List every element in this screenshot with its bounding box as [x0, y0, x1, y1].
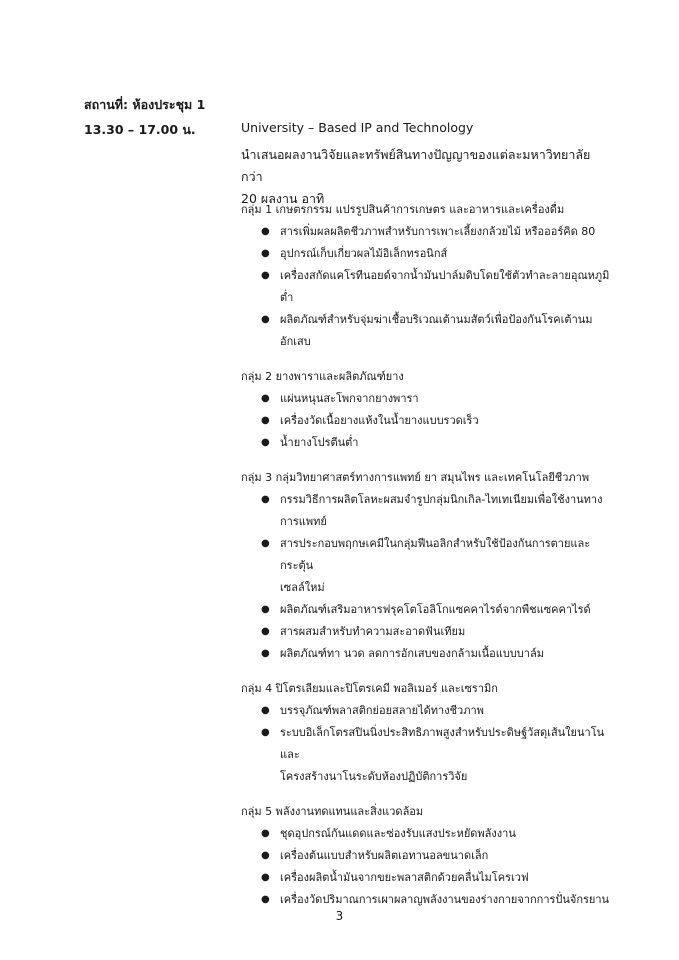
list-item [261, 309, 621, 353]
group-item-list [241, 221, 621, 353]
group-item-list [241, 489, 621, 665]
list-item [261, 533, 621, 599]
list-item [261, 722, 621, 788]
list-item-line: การแพทย์ [280, 515, 327, 528]
list-item-line: ชุดอุปกรณ์กันแดดและซ่องรับแสงประหยัดพลังงาน [280, 827, 516, 840]
list-item [261, 643, 621, 665]
group-item-list [241, 700, 621, 788]
group-title: กลุ่ม 4 ปิโตรเลียมและปิโตรเคมี พอลิเมอร์ และเซรามิก [241, 682, 498, 695]
bullet-icon: ● [261, 626, 270, 637]
list-item [261, 700, 621, 722]
list-item-line: บรรจุภัณฑ์พลาสติกย่อยสลายได้ทางชีวภาพ [280, 704, 484, 717]
list-item-line: เครื่องสกัดแคโรทีนอยด์จากน้ำมันปาล์มดิบโดยใช้ตัวทำละลายอุณหภูมิต่ำ [280, 269, 610, 304]
bullet-icon: ● [261, 248, 270, 259]
bullet-icon: ● [261, 393, 270, 404]
list-item-line: โครงสร้างนาโนระดับห้องปฏิบัติการวิจัย [280, 770, 468, 783]
group-title: กลุ่ม 3 กลุ่มวิทยาศาสตร์ทางการแพทย์ ยา สมุนไพร และเทคโนโลยีชีวภาพ [241, 471, 590, 484]
list-item-line: น้ำยางโปรตีนต่ำ [280, 436, 359, 449]
bullet-icon: ● [261, 437, 270, 448]
list-item [261, 889, 621, 911]
list-item-line: อุปกรณ์เก็บเกี่ยวผลไม้อิเล็กทรอนิกส์ [280, 247, 448, 260]
list-item-line: ผลิตภัณฑ์เสริมอาหารฟรุคโตโอลิโกแซคคาไรด์จากพืชแซคคาไรด์ [280, 603, 591, 616]
bullet-icon: ● [261, 314, 270, 325]
list-item-line: ระบบอิเล็กโตรสปินนิ่งประสิทธิภาพสูงสำหรับประดิษฐ์วัสดุเส้นใยนาโนและ [280, 726, 605, 761]
list-item-line: ผลิตภัณฑ์สำหรับจุ่มฆ่าเชื้อบริเวณเต้านมสัตว์เพื่อป้องกันโรคเต้านมอักเสบ [280, 313, 593, 348]
list-item-line: เครื่องวัดเนื้อยางแห้งในน้ำยางแบบรวดเร็ว [280, 414, 479, 427]
group-title: กลุ่ม 5 พลังงานทดแทนและสิ่งแวดล้อม [241, 805, 424, 818]
group-section [241, 801, 621, 911]
bullet-icon: ● [261, 494, 270, 505]
intro-line: 20 ผลงาน อาทิ [241, 191, 325, 206]
exhibit-groups [241, 199, 621, 924]
list-item [261, 388, 621, 410]
list-item-line: สารเพิ่มผลผลิตชีวภาพสำหรับการเพาะเลี้ยงกล้วยไม้ หรือออร์คิด 80 [280, 225, 596, 238]
bullet-icon: ● [261, 648, 270, 659]
group-section [241, 199, 621, 353]
intro-line: นำเสนอผลงานวิจัยและทรัพย์สินทางปัญญาของแต่ละมหาวิทยาลัยกว่า [241, 147, 591, 184]
list-item-line: สารผสมสำหรับทำความสะอาดฟันเทียม [280, 625, 466, 638]
list-item [261, 845, 621, 867]
list-item-line: เซลล์ใหม่ [280, 581, 325, 594]
list-item [261, 432, 621, 454]
session-time: 13.30 – 17.00 น. [84, 122, 196, 137]
bullet-icon: ● [261, 872, 270, 883]
list-item-line: สารประกอบพฤกษเคมีในกลุ่มฟีนอลิกสำหรับใช้ป้องกันการตายและกระตุ้น [280, 537, 591, 572]
bullet-icon: ● [261, 850, 270, 861]
bullet-icon: ● [261, 727, 270, 738]
group-title: กลุ่ม 1 เกษตรกรรม แปรรูปสินค้าการเกษตร และอาหารและเครื่องดื่ม [241, 203, 565, 216]
list-item [261, 621, 621, 643]
bullet-icon: ● [261, 828, 270, 839]
group-section [241, 467, 621, 665]
bullet-icon: ● [261, 415, 270, 426]
list-item [261, 221, 621, 243]
list-item [261, 410, 621, 432]
group-section [241, 366, 621, 454]
group-item-list [241, 388, 621, 454]
group-section [241, 678, 621, 788]
session-title: University – Based IP and Technology [241, 120, 474, 135]
group-item-list [241, 823, 621, 911]
bullet-icon: ● [261, 270, 270, 281]
list-item [261, 599, 621, 621]
list-item [261, 243, 621, 265]
bullet-icon: ● [261, 226, 270, 237]
list-item-line: แผ่นหนุนสะโพกจากยางพารา [280, 392, 419, 405]
list-item-line: ผลิตภัณฑ์ทา นวด ลดการอักเสบของกล้ามเนื้อแบบบาล์ม [280, 647, 544, 660]
list-item-line: กรรมวิธีการผลิตโลหะผสมจำรูปกลุ่มนิกเกิล-ไทเทเนียมเพื่อใช้งานทาง [280, 493, 603, 506]
page-number: 3 [335, 909, 344, 923]
list-item-line: เครื่องผลิตน้ำมันจากขยะพลาสติกด้วยคลื่นไมโครเวฟ [280, 871, 529, 884]
location-heading: สถานที่: ห้องประชุม 1 [84, 97, 206, 112]
list-item [261, 265, 621, 309]
bullet-icon: ● [261, 538, 270, 549]
list-item [261, 823, 621, 845]
bullet-icon: ● [261, 604, 270, 615]
list-item-line: เครื่องต้นแบบสำหรับผลิตเอทานอลขนาดเล็ก [280, 849, 489, 862]
bullet-icon: ● [261, 894, 270, 905]
list-item-line: เครื่องวัดปริมาณการเผาผลาญพลังงานของร่างกายจากการปั่นจักรยาน [280, 893, 610, 906]
list-item [261, 489, 621, 533]
list-item [261, 867, 621, 889]
group-title: กลุ่ม 2 ยางพาราและผลิตภัณฑ์ยาง [241, 370, 404, 383]
bullet-icon: ● [261, 705, 270, 716]
